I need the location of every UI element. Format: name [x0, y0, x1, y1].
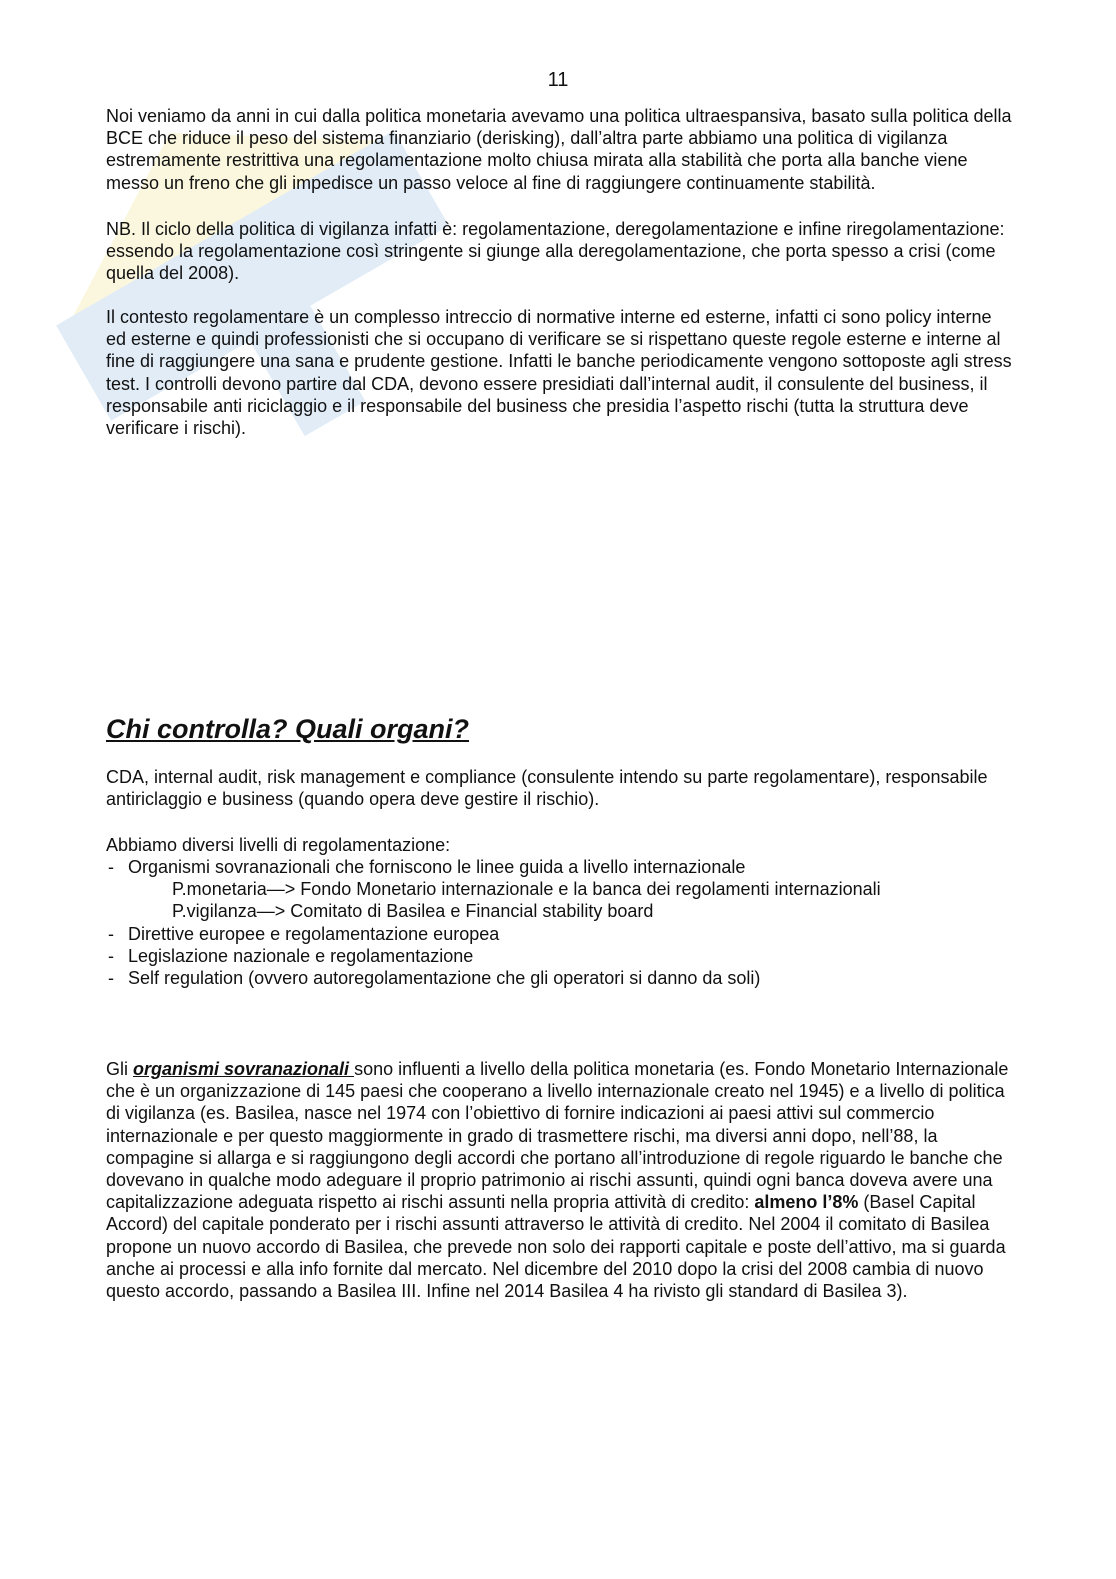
paragraph-body-continued: (Basel Capital Accord) del capitale ponderato per i rischi assunti attraverso le attività di credito. Nel 2004 il comitato di Basilea propone un nuovo accordo di Basilea, che prevede non solo dei rapporti capitale e poste dell’attivo, ma si guarda anche ai processi e alla info fornite dal mercato. Nel dicembre del 2010 dopo la crisi del 2008 cambia di nuovo questo accordo, passando a Basilea III. Infine nel 2014 Basilea 4 ha rivisto gli standard di Basilea 3).	[106, 1192, 1006, 1302]
sub-list-item	[106, 900, 1026, 922]
sub-list-item	[106, 878, 1026, 900]
list-item	[106, 923, 1026, 945]
supranational-bodies-paragraph	[106, 1058, 1016, 1302]
key-term: organismi sovranazionali	[133, 1059, 355, 1079]
list-item-text: Legislazione nazionale e regolamentazione	[128, 945, 474, 966]
paragraph-lead: Gli	[106, 1059, 133, 1079]
sub-list-item-text: P.vigilanza—> Comitato di Basilea e Financial stability board	[172, 901, 654, 922]
intro-paragraph: Noi veniamo da anni in cui dalla politica monetaria avevamo una politica ultraespansiva, basato sulla politica della BCE che riduce il peso del sistema finanziario (derisking), dall’altra parte abbiamo una politica di vigilanza estremamente restrittiva una regolamentazione molto chiusa mirata alla stabilità che porta alla banche viene messo un freno che gli impedisce un passo veloce al fine di raggiungere continuamente stabilità.	[106, 106, 1012, 193]
page-number: 11	[547, 69, 569, 91]
regulation-levels-list	[106, 856, 1026, 989]
control-bodies-paragraph: CDA, internal audit, risk management e compliance (consulente intendo su parte regolamentare), responsabile antiriclaggio e business (quando opera deve gestire il rischio).	[106, 767, 988, 810]
sub-list-item-text: P.monetaria—> Fondo Monetario internazionale e la banca dei regolamenti internazionali	[172, 879, 881, 900]
list-item	[106, 856, 1026, 878]
list-item	[106, 945, 1026, 967]
emphasis-text: almeno l’8%	[754, 1192, 859, 1213]
list-item-text: Direttive europee e regolamentazione europea	[128, 923, 500, 944]
section-heading: Chi controlla? Quali organi?	[106, 714, 470, 744]
regulatory-context-paragraph: Il contesto regolamentare è un complesso intreccio di normative interne ed esterne, infatti ci sono policy interne ed esterne e quindi professionisti che si occupano di verificare se si rispettano queste regole esterne e interne al fine di raggiungere una sana e prudente gestione. Infatti le banche periodicamente vengono sottoposte agli stress test. I controlli devono partire dal CDA, devono essere presidiati dall’internal audit, il consulente del business, il responsabile anti riciclaggio e il responsabile del business che presidia l’aspetto rischi (tutta la struttura deve verificare i rischi).	[106, 307, 1012, 439]
bullet-dash: -	[108, 968, 114, 989]
levels-intro: Abbiamo diversi livelli di regolamentazione:	[106, 835, 451, 855]
paragraph-body: sono influenti a livello della politica monetaria (es. Fondo Monetario Internazionale che è un organizzazione di 145 paesi che cooperano a livello internazionale creato nel 1945) e a livello di politica di vigilanza (es. Basilea, nasce nel 1974 con l’obiettivo di fornire indicazioni ai paesi attivi sul commercio internazionale e per questo maggiormente in grado di trasmettere rischi, ma diversi anni dopo, nell’88, la compagine si allarga e si raggiungono degli accordi che portano all’introduzione di regole riguardo le banche che dovevano in qualche modo adeguare il proprio patrimonio ai rischi assunti, quindi ogni banca doveva avere una capitalizzazione adeguata rispetto ai rischi assunti nella propria attività di credito:	[106, 1059, 1009, 1213]
bullet-dash: -	[108, 857, 114, 877]
bullet-dash: -	[108, 945, 114, 966]
list-item	[106, 967, 1026, 989]
list-item-text: Organismi sovranazionali che forniscono le linee guida a livello internazionale	[128, 857, 746, 877]
list-item-text: Self regulation (ovvero autoregolamentazione che gli operatori si danno da soli)	[128, 968, 761, 989]
nb-paragraph: NB. Il ciclo della politica di vigilanza infatti è: regolamentazione, deregolamentazione e infine riregolamentazione: essendo la regolamentazione così stringente si giunge alla deregolamentazione, che porta spesso a crisi (come quella del 2008).	[106, 219, 1005, 284]
bullet-dash: -	[108, 923, 114, 944]
